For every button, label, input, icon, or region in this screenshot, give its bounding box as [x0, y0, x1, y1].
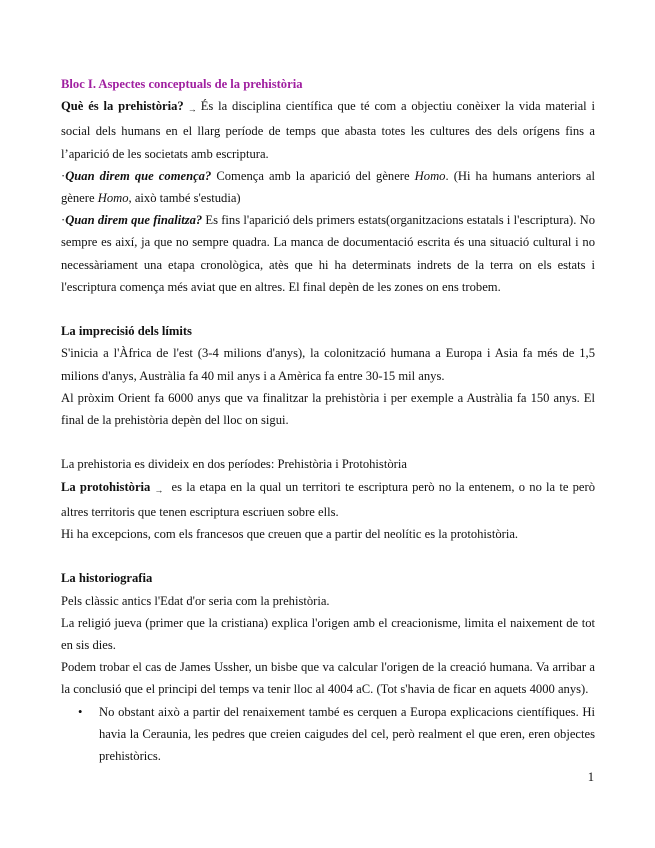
paragraph: Podem trobar el cas de James Ussher, un bisbe que va calcular l'origen de la creació humana. Va arribar a la conclusió que el principi del temps va tenir lloc al 4004 aC. (Tot s'havia de ficar en aquets 4000 anys).	[61, 660, 595, 697]
paragraph: La prehistoria es divideix en dos períodes: Prehistòria i Protohistòria	[61, 457, 407, 472]
arrow-icon: →	[154, 484, 164, 495]
question-label: Quan direm que comença?	[65, 168, 212, 183]
paragraph-definition	[61, 95, 595, 165]
question-label: Quan direm que finalitza?	[65, 213, 203, 228]
middot: ·	[61, 168, 66, 183]
paragraph: La religió jueva (primer que la cristiana) explica l'origen amb el creacionisme, limita el naixement de tot en sis dies.	[61, 615, 595, 653]
arrow-icon: →	[187, 104, 197, 115]
section-heading: La imprecisió dels límits	[61, 324, 192, 339]
document-page	[61, 73, 595, 767]
paragraph: Pels clàssic antics l'Edat d'or seria com la prehistòria.	[61, 593, 330, 608]
paragraph-text: Comença amb la aparició del gènere	[211, 168, 415, 183]
paragraph-text: . (Hi ha humans anteriors al gènere	[61, 168, 596, 206]
paragraph-end	[61, 209, 595, 298]
spacer	[61, 545, 595, 567]
list-item-text: No obstant això a partir del renaixement també es cerquen a Europa explicacions científiques. Hi havia la Ceraunia, les pedres que creien caigudes del cel, però realment el que eren, eren objectes prehistòrics.	[99, 704, 595, 764]
section-title: Bloc I. Aspectes conceptuals de la prehistòria	[61, 77, 303, 91]
section-heading: La historiografia	[61, 571, 153, 586]
paragraph: Al pròxim Orient fa 6000 anys que va finalitzar la prehistòria i per exemple a Austràlia fa 150 anys. El final de la prehistòria depèn del lloc on sigui.	[61, 390, 595, 428]
spacer	[61, 431, 595, 453]
term-label: La protohistòria	[61, 479, 151, 494]
paragraph-text: Es fins l'aparició dels primers estats(organitzacions estatals i l'escriptura). No sempre es així, ja que no sempre quadra. La manca de documentació escrita és una situació cultural i no necessàriament una etapa cronològica, atès que hi ha determinats indrets de la terra on els estats i l'escriptura comença més aviat que en altres. El final depèn de les zones on ens trobem.	[61, 213, 595, 294]
italic-term: Homo	[97, 191, 129, 206]
bullet-icon: •	[78, 704, 83, 719]
paragraph-protohistoria	[61, 476, 595, 523]
spacer	[61, 298, 595, 320]
list-item	[61, 701, 595, 768]
paragraph: Hi ha excepcions, com els francesos que creuen que a partir del neolític es la protohistòria.	[61, 527, 519, 542]
paragraph-text: És la disciplina científica que té com a objectiu conèixer la vida material i social dels humans en el llarg període de temps que abasta totes les cultures des dels orígens fins a l’aparició de les societats amb escriptura.	[61, 99, 595, 161]
paragraph: S'inicia a l'Àfrica de l'est (3-4 milions d'anys), la colonització humana a Europa i Asia fa més de 1,5 milions d'anys, Austràlia fa 40 mil anys i a Amèrica fa entre 30-15 mil anys.	[61, 346, 595, 383]
paragraph-text: es la etapa en la qual un territori te escriptura però no la entenem, o no la te però altres territoris que tenen escriptura escriuen sobre ells.	[61, 479, 596, 519]
question-label: Què és la prehistòria?	[61, 99, 184, 114]
page-number: 1	[587, 770, 594, 784]
bullet-list	[61, 701, 595, 768]
paragraph-start	[61, 165, 595, 209]
italic-term: Homo	[414, 168, 446, 183]
middot: ·	[61, 213, 66, 228]
paragraph-text: , això també s'estudia)	[128, 191, 241, 206]
